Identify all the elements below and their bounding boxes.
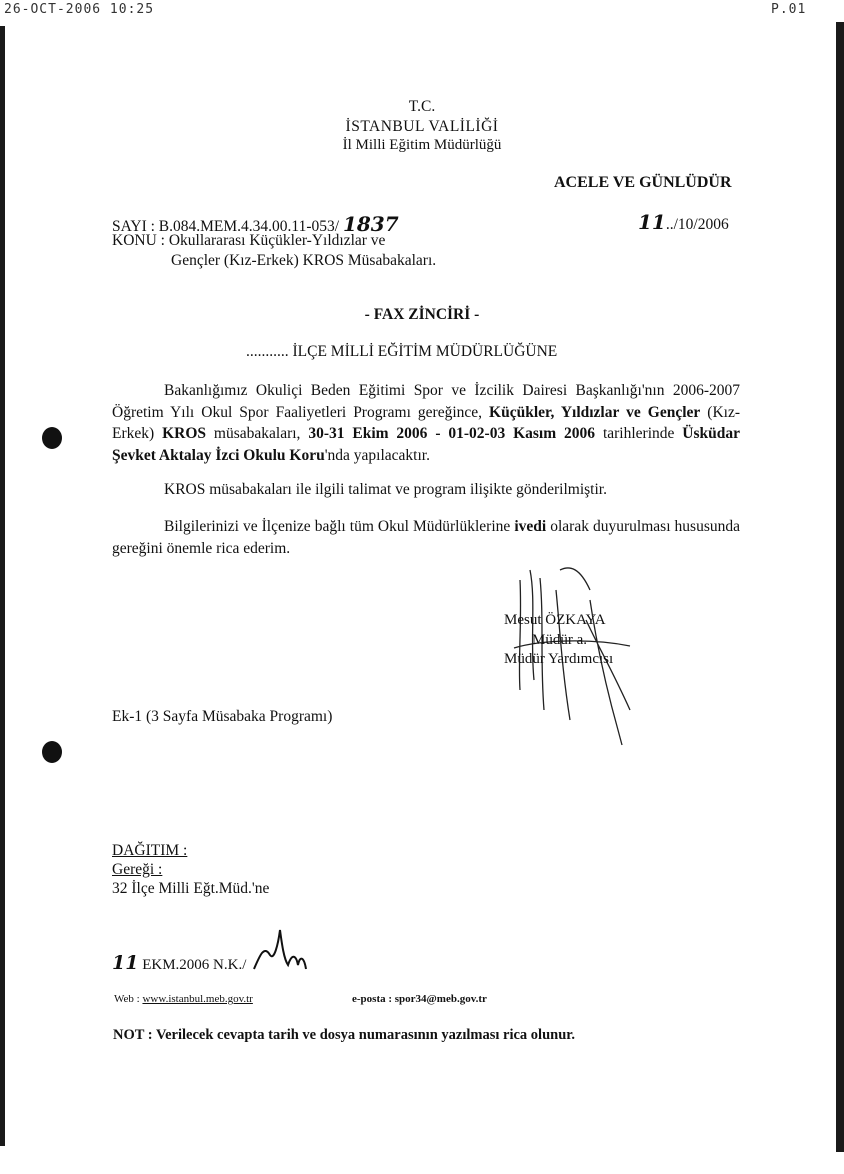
record-line [112,952,246,974]
footer-note: NOT : Verilecek cevapta tarih ve dosya numarasının yazılması rica olunur. [113,1027,575,1043]
date-handwritten-day: 11 [638,210,666,234]
body-paragraph-1 [112,380,740,466]
p3-text-c: olarak duyurulması hususunda gereğini önemle rica ederim. [112,518,740,557]
distribution-recipients: 32 İlçe Milli Eğt.Müd.'ne [112,880,270,897]
footer-email-address[interactable]: spor34@meb.gov.tr [394,993,487,1005]
p1-text-c: (Kız-Erkek) [112,403,741,442]
letterhead-directorate: İl Milli Eğitim Müdürlüğü [342,137,502,153]
distribution-for-action: Gereği : [112,861,163,878]
fax-chain-heading: - FAX ZİNCİRİ - [364,306,480,323]
p3-urgent: ivedi [514,518,547,535]
punch-hole-bottom [42,741,62,763]
date-rest: ../10/2006 [665,216,729,233]
konu-label: KONU [112,232,157,249]
punch-hole-top [42,427,62,449]
scan-edge-right [836,22,844,1152]
signatory-title-2: Müdür Yardımcısı [504,651,614,667]
scan-edge-left [0,26,5,1146]
urgency-label: ACELE VE GÜNLÜDÜR [554,174,732,191]
signatory-title-1: Müdür a. [532,632,587,648]
p1-text-i: 'nda yapılacaktır. [324,446,430,464]
p3-text-a: Bilgilerinizi ve İlçenize bağlı tüm Okul Müdürlüklerine [164,518,515,535]
konu-value: : Okullararası Küçükler-Yıldızlar ve [160,232,386,249]
footer-email-label: e-posta : [352,993,395,1005]
letterhead-tc: T.C. [408,98,436,115]
p1-text-a: Bakanlığımız Okuliçi Beden Eğitimi Spor ve İzcilik Dairesi Başkanlığı'nın 2006-2007 Öğretim Yılı Okul Spor Faaliyetleri Programı gereğince, [112,382,740,421]
initials-scribble [250,925,310,975]
p1-categories: Küçükler, Yıldızlar ve Gençler [489,403,701,421]
body-paragraph-2: KROS müsabakaları ile ilgili talimat ve program ilişikte gönderilmiştir. [164,481,607,498]
p1-venue: Üsküdar Şevket Aktalay İzci Okulu Koru [112,425,740,464]
konu-value-line2: Gençler (Kız-Erkek) KROS Müsabakaları. [171,252,437,269]
sayi-label: SAYI [112,218,147,235]
attachment-line: Ek-1 (3 Sayfa Müsabaka Programı) [112,708,333,725]
footer-email [352,993,487,1005]
addressee: ........... İLÇE MİLLİ EĞİTİM MÜDÜRLÜĞÜNE [246,343,558,360]
p1-kros: KROS [162,425,207,442]
footer-web [114,993,253,1005]
body-paragraph-3 [112,516,740,559]
fax-page-number: P.01 [771,2,807,17]
footer-web-link[interactable]: www.istanbul.meb.gov.tr [142,993,253,1005]
p1-text-g: tarihlerinde [595,425,683,442]
fax-timestamp: 26-OCT-2006 10:25 [4,2,155,17]
p1-text-e: müsabakaları, [206,425,309,442]
signatory-name: Mesut ÖZKAYA [504,612,606,628]
document-date [638,210,729,234]
sayi-value: : B.084.MEM.4.34.00.11-053/ [150,218,340,235]
p1-dates: 30-31 Ekim 2006 - 01-02-03 Kasım 2006 [308,425,596,442]
record-text: EKM.2006 N.K./ [142,957,247,973]
sayi-handwritten-number: 1837 [342,212,399,236]
footer-web-label: Web : [114,993,143,1005]
distribution-heading: DAĞITIM : [112,842,188,859]
konu-line [112,232,385,250]
record-handwritten-day: 11 [112,952,139,974]
letterhead-governorship: İSTANBUL VALİLİĞİ [345,118,499,135]
